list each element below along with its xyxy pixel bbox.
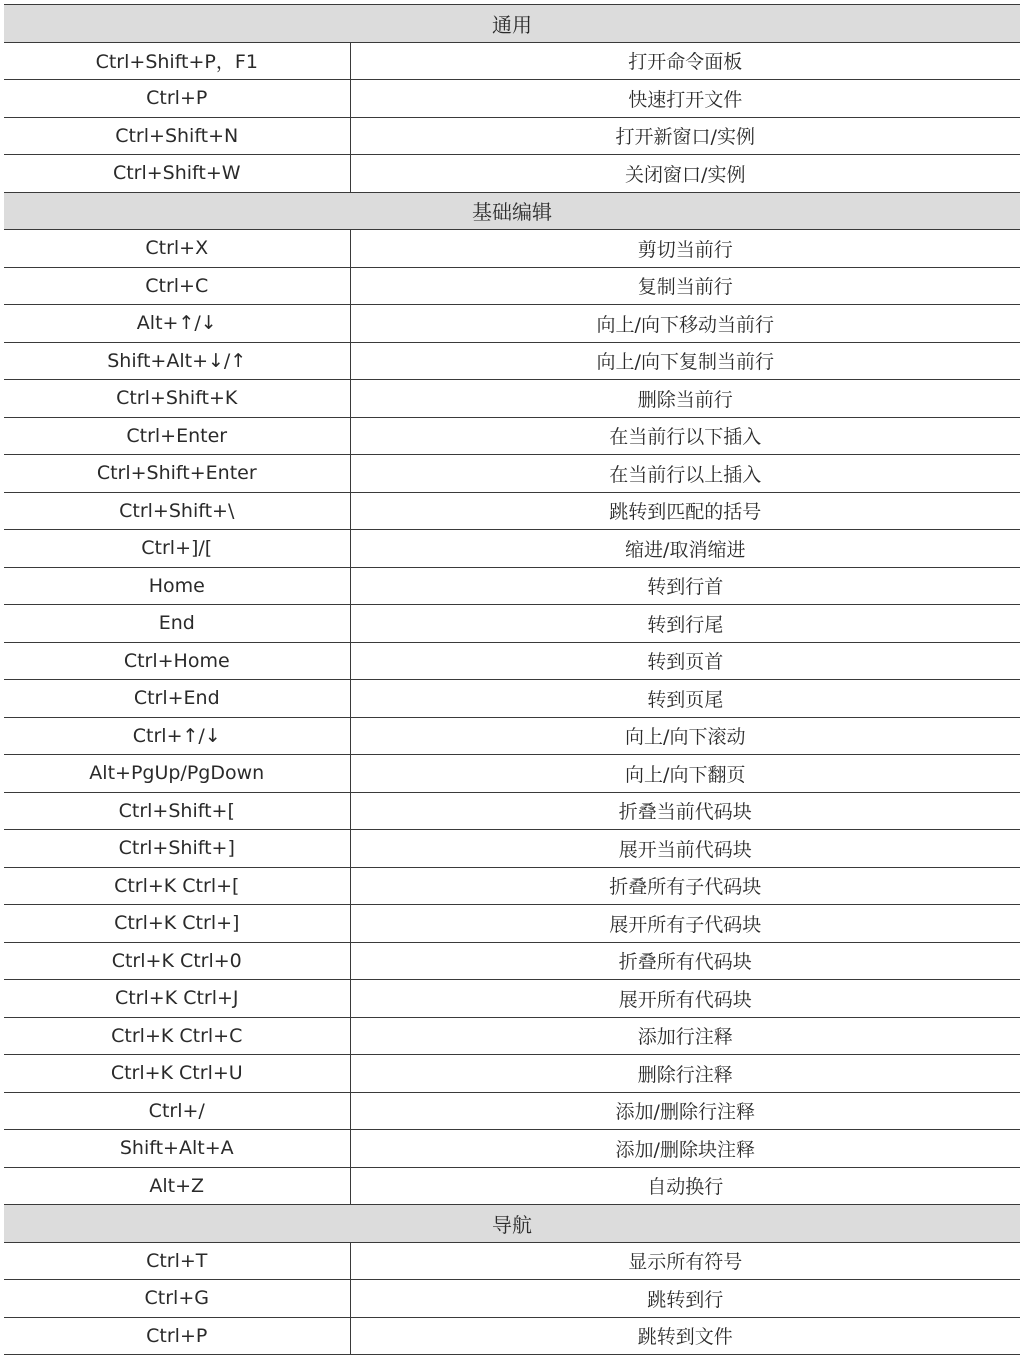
- shortcut-key: Ctrl+P: [4, 80, 350, 118]
- shortcut-row: [4, 755, 1020, 793]
- shortcut-key: Shift+Alt+A: [4, 1130, 350, 1168]
- shortcut-action: 向上/向下移动当前行: [350, 305, 1020, 343]
- shortcut-action: 跳转到匹配的括号: [350, 492, 1020, 530]
- shortcut-action: 打开命令面板: [350, 42, 1020, 80]
- shortcut-action: 转到页尾: [350, 680, 1020, 718]
- shortcut-action: 在当前行以下插入: [350, 417, 1020, 455]
- shortcut-action: 打开新窗口/实例: [350, 117, 1020, 155]
- shortcut-key: Ctrl+/: [4, 1092, 350, 1130]
- shortcut-key: Alt+Z: [4, 1167, 350, 1205]
- shortcut-row: [4, 455, 1020, 493]
- shortcut-row: [4, 792, 1020, 830]
- shortcut-row: [4, 267, 1020, 305]
- shortcut-action: 跳转到文件: [350, 1317, 1020, 1355]
- shortcut-action: 在当前行以上插入: [350, 455, 1020, 493]
- shortcut-key: Ctrl+K Ctrl+U: [4, 1055, 350, 1093]
- shortcut-key: Ctrl+↑/↓: [4, 717, 350, 755]
- shortcut-row: [4, 230, 1020, 268]
- shortcut-row: [4, 417, 1020, 455]
- shortcut-key: Ctrl+K Ctrl+0: [4, 942, 350, 980]
- shortcut-key: End: [4, 605, 350, 643]
- shortcut-row: [4, 717, 1020, 755]
- shortcut-action: 展开当前代码块: [350, 830, 1020, 868]
- shortcut-key: Ctrl+K Ctrl+]: [4, 905, 350, 943]
- shortcut-key: Alt+PgUp/PgDown: [4, 755, 350, 793]
- shortcut-action: 折叠所有代码块: [350, 942, 1020, 980]
- shortcut-row: [4, 567, 1020, 605]
- shortcut-key: Home: [4, 567, 350, 605]
- shortcut-row: [4, 530, 1020, 568]
- section-header-row: [4, 1205, 1020, 1243]
- shortcut-key: Ctrl+Enter: [4, 417, 350, 455]
- shortcut-row: [4, 867, 1020, 905]
- table-body: [4, 5, 1020, 1355]
- shortcut-row: [4, 1092, 1020, 1130]
- shortcut-key: Ctrl+K Ctrl+C: [4, 1017, 350, 1055]
- shortcut-key: Shift+Alt+↓/↑: [4, 342, 350, 380]
- shortcut-action: 向上/向下滚动: [350, 717, 1020, 755]
- shortcut-key: Ctrl+G: [4, 1280, 350, 1318]
- shortcut-row: [4, 42, 1020, 80]
- shortcut-key: Ctrl+Shift+K: [4, 380, 350, 418]
- shortcut-row: [4, 1055, 1020, 1093]
- shortcut-action: 折叠当前代码块: [350, 792, 1020, 830]
- shortcut-row: [4, 1280, 1020, 1318]
- shortcut-row: [4, 905, 1020, 943]
- shortcut-table: [4, 4, 1020, 1355]
- shortcut-row: [4, 117, 1020, 155]
- shortcut-row: [4, 1242, 1020, 1280]
- shortcut-key: Ctrl+Home: [4, 642, 350, 680]
- shortcut-action: 缩进/取消缩进: [350, 530, 1020, 568]
- shortcut-key: Ctrl+Shift+Enter: [4, 455, 350, 493]
- shortcut-key: Alt+↑/↓: [4, 305, 350, 343]
- shortcut-row: [4, 80, 1020, 118]
- shortcut-action: 折叠所有子代码块: [350, 867, 1020, 905]
- shortcut-row: [4, 980, 1020, 1018]
- shortcut-row: [4, 830, 1020, 868]
- shortcut-row: [4, 155, 1020, 193]
- section-header-row: [4, 5, 1020, 43]
- shortcut-key: Ctrl+K Ctrl+[: [4, 867, 350, 905]
- shortcut-row: [4, 605, 1020, 643]
- shortcut-key: Ctrl+]/[: [4, 530, 350, 568]
- section-title: 基础编辑: [4, 192, 1020, 230]
- shortcut-row: [4, 1017, 1020, 1055]
- section-title: 通用: [4, 5, 1020, 43]
- shortcut-action: 自动换行: [350, 1167, 1020, 1205]
- shortcut-row: [4, 942, 1020, 980]
- shortcut-key: Ctrl+Shift+]: [4, 830, 350, 868]
- shortcut-action: 显示所有符号: [350, 1242, 1020, 1280]
- shortcut-row: [4, 642, 1020, 680]
- shortcut-action: 添加/删除行注释: [350, 1092, 1020, 1130]
- shortcut-action: 转到页首: [350, 642, 1020, 680]
- shortcut-row: [4, 380, 1020, 418]
- shortcut-key: Ctrl+Shift+[: [4, 792, 350, 830]
- shortcut-key: Ctrl+Shift+P，F1: [4, 42, 350, 80]
- shortcut-action: 向上/向下翻页: [350, 755, 1020, 793]
- shortcut-action: 添加行注释: [350, 1017, 1020, 1055]
- shortcut-key: Ctrl+C: [4, 267, 350, 305]
- shortcut-key: Ctrl+K Ctrl+J: [4, 980, 350, 1018]
- shortcut-key: Ctrl+P: [4, 1317, 350, 1355]
- shortcut-key: Ctrl+Shift+\: [4, 492, 350, 530]
- shortcut-action: 删除行注释: [350, 1055, 1020, 1093]
- shortcut-key: Ctrl+End: [4, 680, 350, 718]
- shortcut-row: [4, 680, 1020, 718]
- shortcut-row: [4, 1130, 1020, 1168]
- shortcut-key: Ctrl+T: [4, 1242, 350, 1280]
- shortcut-action: 展开所有代码块: [350, 980, 1020, 1018]
- section-header-row: [4, 192, 1020, 230]
- shortcut-action: 展开所有子代码块: [350, 905, 1020, 943]
- shortcut-row: [4, 342, 1020, 380]
- shortcut-action: 删除当前行: [350, 380, 1020, 418]
- shortcut-action: 跳转到行: [350, 1280, 1020, 1318]
- shortcut-action: 快速打开文件: [350, 80, 1020, 118]
- shortcut-action: 添加/删除块注释: [350, 1130, 1020, 1168]
- shortcut-key: Ctrl+X: [4, 230, 350, 268]
- shortcut-row: [4, 305, 1020, 343]
- shortcut-action: 向上/向下复制当前行: [350, 342, 1020, 380]
- shortcut-key: Ctrl+Shift+N: [4, 117, 350, 155]
- shortcut-row: [4, 1317, 1020, 1355]
- shortcut-action: 转到行首: [350, 567, 1020, 605]
- shortcut-action: 关闭窗口/实例: [350, 155, 1020, 193]
- shortcut-action: 转到行尾: [350, 605, 1020, 643]
- shortcut-action: 复制当前行: [350, 267, 1020, 305]
- shortcut-row: [4, 1167, 1020, 1205]
- shortcut-action: 剪切当前行: [350, 230, 1020, 268]
- shortcut-key: Ctrl+Shift+W: [4, 155, 350, 193]
- shortcut-row: [4, 492, 1020, 530]
- section-title: 导航: [4, 1205, 1020, 1243]
